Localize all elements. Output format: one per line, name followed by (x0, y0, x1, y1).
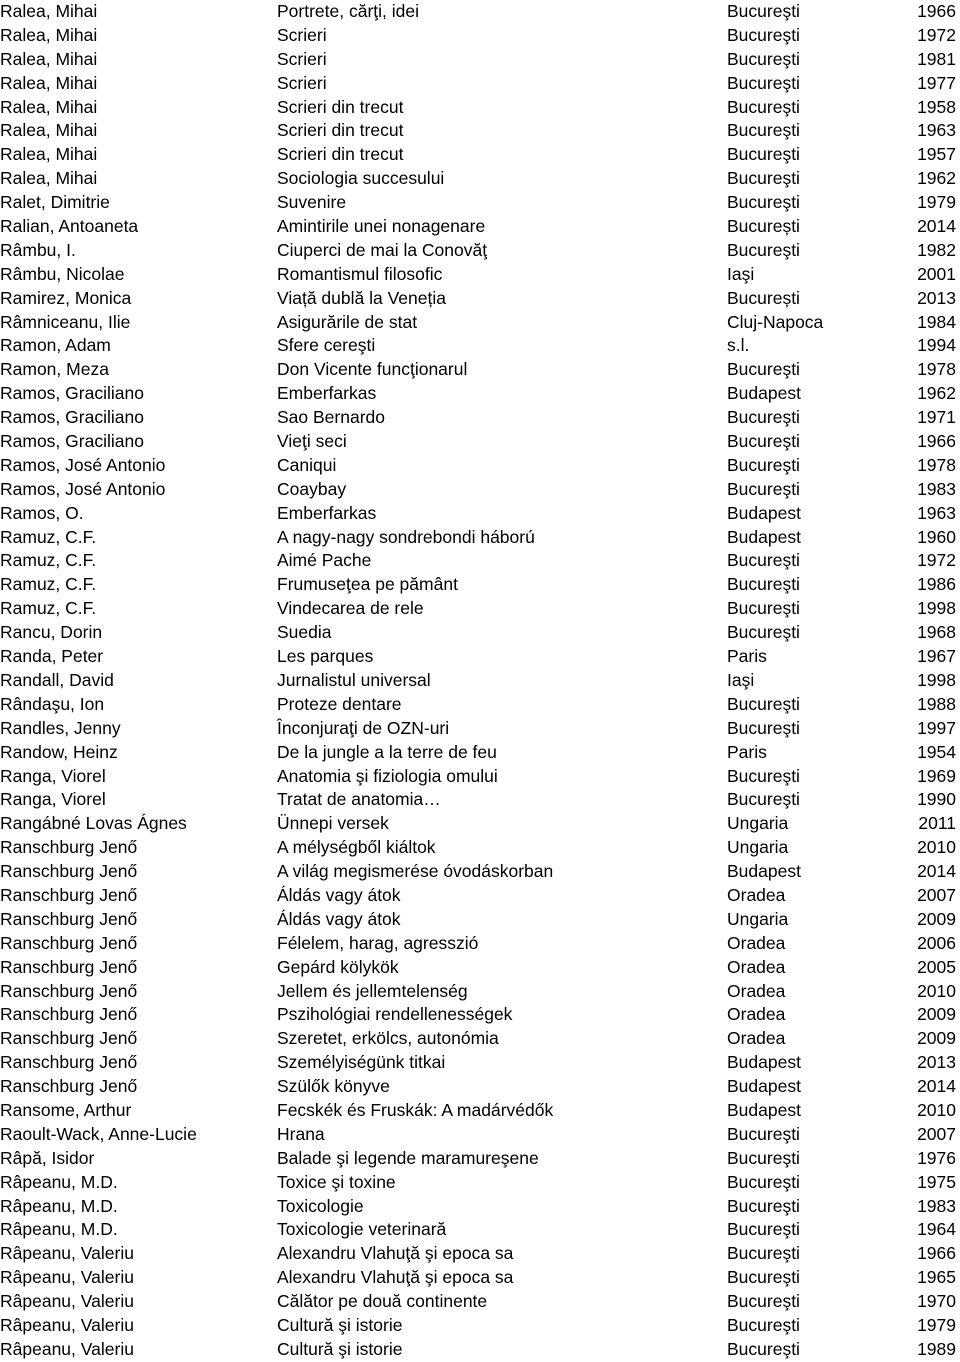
city-cell: Oradea (727, 884, 786, 905)
year-cell: 1979 (917, 1314, 956, 1335)
city-cell: Bucureşti (727, 478, 800, 499)
title-cell: Toxicologie veterinară (277, 1219, 447, 1240)
year-cell: 1962 (917, 168, 956, 189)
catalog-row (0, 549, 960, 573)
author-cell: Râpeanu, Valeriu (0, 1243, 134, 1264)
catalog-row (0, 311, 960, 335)
catalog-row (0, 406, 960, 430)
city-cell: Bucureşti (727, 454, 800, 475)
catalog-row (0, 1171, 960, 1195)
catalog-row (0, 956, 960, 980)
year-cell: 2014 (917, 1076, 956, 1097)
city-cell: Budapest (727, 526, 801, 547)
title-cell: Frumuseţea pe pământ (277, 574, 458, 595)
year-cell: 1958 (917, 96, 956, 117)
catalog-row (0, 119, 960, 143)
catalog-row (0, 72, 960, 96)
year-cell: 1988 (917, 693, 956, 714)
title-cell: Szülők könyve (277, 1076, 390, 1097)
author-cell: Randles, Jenny (0, 717, 121, 738)
author-cell: Râpeanu, Valeriu (0, 1267, 134, 1288)
catalog-row (0, 191, 960, 215)
catalog-row (0, 24, 960, 48)
year-cell: 1960 (917, 526, 956, 547)
city-cell: s.l. (727, 335, 750, 356)
catalog-row (0, 884, 960, 908)
title-cell: Călător pe două continente (277, 1291, 488, 1312)
city-cell: Oradea (727, 932, 786, 953)
title-cell: Áldás vagy átok (277, 908, 401, 929)
year-cell: 2009 (917, 1004, 956, 1025)
year-cell: 1990 (917, 789, 956, 810)
author-cell: Ramuz, C.F. (0, 526, 97, 547)
title-cell: Alexandru Vlahuţă şi epoca sa (277, 1267, 514, 1288)
catalog-row (0, 287, 960, 311)
year-cell: 1971 (917, 407, 956, 428)
title-cell: Les parques (277, 646, 374, 667)
catalog-row (0, 1099, 960, 1123)
author-cell: Râpeanu, Valeriu (0, 1338, 134, 1359)
year-cell: 1963 (917, 502, 956, 523)
catalog-row (0, 1003, 960, 1027)
catalog-row (0, 454, 960, 478)
author-cell: Rândaşu, Ion (0, 693, 105, 714)
title-cell: Scrieri din trecut (277, 96, 404, 117)
author-cell: Râpeanu, M.D. (0, 1171, 118, 1192)
year-cell: 1972 (917, 24, 956, 45)
title-cell: Vindecarea de rele (277, 598, 424, 619)
year-cell: 1975 (917, 1171, 956, 1192)
city-cell: Bucureşti (727, 1314, 800, 1335)
catalog-row (0, 765, 960, 789)
year-cell: 1994 (917, 335, 956, 356)
author-cell: Randall, David (0, 669, 114, 690)
year-cell: 1983 (917, 478, 956, 499)
catalog-row (0, 215, 960, 239)
year-cell: 1977 (917, 72, 956, 93)
city-cell: Bucureşti (727, 717, 800, 738)
year-cell: 1962 (917, 383, 956, 404)
city-cell: Bucureşti (727, 1147, 800, 1168)
catalog-row (0, 980, 960, 1004)
catalog-row (0, 502, 960, 526)
catalog-row (0, 382, 960, 406)
catalog-row (0, 1195, 960, 1219)
city-cell: Oradea (727, 956, 786, 977)
author-cell: Raoult-Wack, Anne-Lucie (0, 1123, 197, 1144)
title-cell: Aimé Pache (277, 550, 372, 571)
year-cell: 2013 (917, 287, 956, 308)
author-cell: Ramirez, Monica (0, 287, 132, 308)
author-cell: Ralea, Mihai (0, 24, 98, 45)
year-cell: 1972 (917, 550, 956, 571)
author-cell: Rancu, Dorin (0, 622, 103, 643)
year-cell: 1965 (917, 1267, 956, 1288)
catalog-row (0, 334, 960, 358)
author-cell: Ramos, Graciliano (0, 407, 144, 428)
year-cell: 1954 (917, 741, 956, 762)
city-cell: Budapest (727, 502, 801, 523)
year-cell: 2007 (917, 884, 956, 905)
title-cell: Pszihológiai rendellenességek (277, 1004, 513, 1025)
author-cell: Ralian, Antoaneta (0, 216, 139, 237)
city-cell: Budapest (727, 861, 801, 882)
year-cell: 1981 (917, 48, 956, 69)
year-cell: 2007 (917, 1123, 956, 1144)
city-cell: Bucureşti (727, 1243, 800, 1264)
author-cell: Râpeanu, M.D. (0, 1219, 118, 1240)
title-cell: Tratat de anatomia… (277, 789, 441, 810)
author-cell: Randa, Peter (0, 646, 104, 667)
city-cell: Bucureşti (727, 1171, 800, 1192)
year-cell: 2005 (917, 956, 956, 977)
author-cell: Ramos, Graciliano (0, 383, 144, 404)
title-cell: A világ megismerése óvodáskorban (277, 861, 554, 882)
author-cell: Rangábné Lovas Ágnes (0, 813, 187, 834)
city-cell: Bucureşti (727, 1267, 800, 1288)
year-cell: 1982 (917, 239, 956, 260)
year-cell: 1998 (917, 669, 956, 690)
title-cell: Toxice şi toxine (277, 1171, 396, 1192)
catalog-row (0, 1027, 960, 1051)
year-cell: 1957 (917, 144, 956, 165)
author-cell: Ramon, Meza (0, 359, 109, 380)
catalog-row (0, 1314, 960, 1338)
city-cell: Oradea (727, 1028, 786, 1049)
title-cell: Hrana (277, 1123, 325, 1144)
year-cell: 1986 (917, 574, 956, 595)
catalog-row (0, 741, 960, 765)
catalog-row (0, 1147, 960, 1171)
title-cell: A mélységből kiáltok (277, 837, 436, 858)
catalog-row (0, 573, 960, 597)
author-cell: Râpeanu, Valeriu (0, 1291, 134, 1312)
catalog-row (0, 908, 960, 932)
year-cell: 2010 (917, 980, 956, 1001)
author-cell: Ralea, Mihai (0, 144, 98, 165)
catalog-row (0, 597, 960, 621)
author-cell: Râmbu, Nicolae (0, 263, 125, 284)
catalog-row (0, 167, 960, 191)
city-cell: București (727, 216, 800, 237)
city-cell: Bucureşti (727, 765, 800, 786)
city-cell: Bucureşti (727, 1, 800, 21)
year-cell: 1989 (917, 1338, 956, 1359)
city-cell: Budapest (727, 383, 801, 404)
catalog-row (0, 143, 960, 167)
catalog-row (0, 1266, 960, 1290)
city-cell: Bucureşti (727, 359, 800, 380)
author-cell: Ranschburg Jenő (0, 1076, 138, 1097)
author-cell: Ralea, Mihai (0, 96, 98, 117)
catalog-row (0, 1242, 960, 1266)
title-cell: Scrieri (277, 48, 327, 69)
year-cell: 1997 (917, 717, 956, 738)
city-cell: Bucureşti (727, 1338, 800, 1359)
author-cell: Ralet, Dimitrie (0, 192, 110, 213)
author-cell: Ranschburg Jenő (0, 956, 138, 977)
city-cell: Iaşi (727, 263, 755, 284)
author-cell: Ranschburg Jenő (0, 980, 138, 1001)
title-cell: Sfere cereşti (277, 335, 376, 356)
title-cell: Személyiségünk titkai (277, 1052, 446, 1073)
city-cell: Ungaria (727, 908, 789, 929)
year-cell: 2011 (918, 813, 956, 834)
catalog-row (0, 1290, 960, 1314)
author-cell: Ranschburg Jenő (0, 932, 138, 953)
title-cell: Romantismul filosofic (277, 263, 443, 284)
city-cell: Iaşi (727, 669, 755, 690)
title-cell: Scrieri din trecut (277, 120, 404, 141)
city-cell: Bucureşti (727, 1291, 800, 1312)
author-cell: Ramos, Graciliano (0, 431, 144, 452)
year-cell: 1969 (917, 765, 956, 786)
title-cell: Jellem és jellemtelenség (277, 980, 468, 1001)
title-cell: Áldás vagy átok (277, 884, 401, 905)
title-cell: Emberfarkas (277, 502, 377, 523)
year-cell: 1968 (917, 622, 956, 643)
year-cell: 1978 (917, 454, 956, 475)
title-cell: Scrieri (277, 72, 327, 93)
title-cell: Suedia (277, 622, 332, 643)
title-cell: Jurnalistul universal (277, 669, 431, 690)
title-cell: Ciuperci de mai la Conovăţ (277, 239, 488, 260)
catalog-row (0, 1218, 960, 1242)
city-cell: Bucureşti (727, 144, 800, 165)
author-cell: Ransome, Arthur (0, 1099, 132, 1120)
title-cell: A nagy-nagy sondrebondi háború (277, 526, 535, 547)
year-cell: 2009 (917, 908, 956, 929)
city-cell: Bucureşti (727, 622, 800, 643)
year-cell: 2014 (917, 861, 956, 882)
author-cell: Randow, Heinz (0, 741, 118, 762)
catalog-row (0, 1338, 960, 1362)
author-cell: Râpă, Isidor (0, 1147, 95, 1168)
year-cell: 2006 (917, 932, 956, 953)
city-cell: Bucureşti (727, 239, 800, 260)
city-cell: Bucureşti (727, 1123, 800, 1144)
catalog-row (0, 812, 960, 836)
year-cell: 1979 (917, 192, 956, 213)
title-cell: Coaybay (277, 478, 347, 499)
title-cell: Szeretet, erkölcs, autonómia (277, 1028, 499, 1049)
author-cell: Ranga, Viorel (0, 765, 106, 786)
city-cell: Bucureşti (727, 168, 800, 189)
year-cell: 1984 (917, 311, 956, 332)
catalog-row (0, 0, 960, 24)
catalog-row (0, 1051, 960, 1075)
city-cell: Bucureşti (727, 192, 800, 213)
year-cell: 2014 (917, 216, 956, 237)
city-cell: Budapest (727, 1052, 801, 1073)
city-cell: Bucureşti (727, 431, 800, 452)
author-cell: Ralea, Mihai (0, 48, 98, 69)
city-cell: Bucureşti (727, 1195, 800, 1216)
year-cell: 2010 (917, 1099, 956, 1120)
author-cell: Ranschburg Jenő (0, 884, 138, 905)
title-cell: Vieţi seci (277, 431, 347, 452)
title-cell: Scrieri din trecut (277, 144, 404, 165)
city-cell: Ungaria (727, 813, 789, 834)
title-cell: Anatomia şi fiziologia omului (277, 765, 498, 786)
title-cell: Caniqui (277, 454, 337, 475)
year-cell: 1964 (917, 1219, 956, 1240)
catalog-row (0, 263, 960, 287)
title-cell: Gepárd kölykök (277, 956, 399, 977)
title-cell: Sociologia succesului (277, 168, 445, 189)
author-cell: Râmniceanu, Ilie (0, 311, 131, 332)
catalog-row (0, 932, 960, 956)
catalog-row (0, 836, 960, 860)
year-cell: 1963 (917, 120, 956, 141)
city-cell: Bucureşti (727, 574, 800, 595)
author-cell: Ranschburg Jenő (0, 1052, 138, 1073)
title-cell: Fecskék és Fruskák: A madárvédők (277, 1099, 554, 1120)
author-cell: Ranschburg Jenő (0, 1004, 138, 1025)
city-cell: Bucureşti (727, 1219, 800, 1240)
title-cell: Proteze dentare (277, 693, 402, 714)
city-cell: Bucureşti (727, 48, 800, 69)
catalog-row (0, 717, 960, 741)
year-cell: 1967 (917, 646, 956, 667)
city-cell: Ungaria (727, 837, 789, 858)
author-cell: Ramuz, C.F. (0, 550, 97, 571)
author-cell: Ranschburg Jenő (0, 1028, 138, 1049)
catalog-row (0, 478, 960, 502)
year-cell: 1978 (917, 359, 956, 380)
title-cell: De la jungle a la terre de feu (277, 741, 497, 762)
title-cell: Portrete, cărţi, idei (277, 1, 419, 21)
author-cell: Râpeanu, M.D. (0, 1195, 118, 1216)
year-cell: 1970 (917, 1291, 956, 1312)
year-cell: 2009 (917, 1028, 956, 1049)
city-cell: București (727, 287, 800, 308)
title-cell: Don Vicente funcţionarul (277, 359, 468, 380)
year-cell: 1966 (917, 1, 956, 21)
city-cell: Bucureşti (727, 693, 800, 714)
year-cell: 2010 (917, 837, 956, 858)
catalog-row (0, 1123, 960, 1147)
year-cell: 1966 (917, 1243, 956, 1264)
catalog-row (0, 526, 960, 550)
catalog-row (0, 860, 960, 884)
year-cell: 2001 (917, 263, 956, 284)
catalog-row (0, 430, 960, 454)
title-cell: Emberfarkas (277, 383, 377, 404)
city-cell: Bucureşti (727, 24, 800, 45)
title-cell: Înconjuraţi de OZN-uri (277, 717, 450, 738)
city-cell: Paris (727, 741, 767, 762)
city-cell: Bucureşti (727, 120, 800, 141)
catalog-row (0, 788, 960, 812)
city-cell: Bucureşti (727, 598, 800, 619)
year-cell: 1998 (917, 598, 956, 619)
city-cell: Oradea (727, 980, 786, 1001)
author-cell: Ralea, Mihai (0, 1, 98, 21)
author-cell: Râmbu, I. (0, 239, 76, 260)
title-cell: Balade şi legende maramureşene (277, 1147, 539, 1168)
author-cell: Ranschburg Jenő (0, 837, 138, 858)
year-cell: 1966 (917, 431, 956, 452)
catalog-row (0, 645, 960, 669)
city-cell: Bucureşti (727, 72, 800, 93)
catalog-row (0, 693, 960, 717)
city-cell: Oradea (727, 1004, 786, 1025)
author-cell: Ranschburg Jenő (0, 908, 138, 929)
city-cell: Paris (727, 646, 767, 667)
catalog-row (0, 48, 960, 72)
author-cell: Ranschburg Jenő (0, 861, 138, 882)
city-cell: Cluj-Napoca (727, 311, 824, 332)
author-cell: Ranga, Viorel (0, 789, 106, 810)
year-cell: 1976 (917, 1147, 956, 1168)
city-cell: Bucureşti (727, 789, 800, 810)
title-cell: Félelem, harag, agresszió (277, 932, 479, 953)
title-cell: Ünnepi versek (277, 813, 389, 834)
author-cell: Râpeanu, Valeriu (0, 1314, 134, 1335)
title-cell: Viață dublă la Veneția (277, 287, 446, 308)
city-cell: Bucureşti (727, 96, 800, 117)
author-cell: Ramos, José Antonio (0, 454, 166, 475)
title-cell: Sao Bernardo (277, 407, 385, 428)
author-cell: Ramuz, C.F. (0, 574, 97, 595)
city-cell: Budapest (727, 1076, 801, 1097)
author-cell: Ralea, Mihai (0, 120, 98, 141)
author-cell: Ralea, Mihai (0, 72, 98, 93)
author-cell: Ramos, O. (0, 502, 84, 523)
author-cell: Ramon, Adam (0, 335, 111, 356)
city-cell: Budapest (727, 1099, 801, 1120)
title-cell: Amintirile unei nonagenare (277, 216, 486, 237)
catalog-row (0, 1075, 960, 1099)
catalog-row (0, 239, 960, 263)
author-cell: Ralea, Mihai (0, 168, 98, 189)
city-cell: Bucureşti (727, 550, 800, 571)
title-cell: Cultură şi istorie (277, 1314, 403, 1335)
author-cell: Ramuz, C.F. (0, 598, 97, 619)
title-cell: Scrieri (277, 24, 327, 45)
catalog-row (0, 96, 960, 120)
catalog-row (0, 358, 960, 382)
title-cell: Asigurările de stat (277, 311, 418, 332)
year-cell: 2013 (917, 1052, 956, 1073)
catalog-row (0, 669, 960, 693)
year-cell: 1983 (917, 1195, 956, 1216)
title-cell: Toxicologie (277, 1195, 364, 1216)
catalog-row (0, 621, 960, 645)
city-cell: Bucureşti (727, 407, 800, 428)
author-cell: Ramos, José Antonio (0, 478, 166, 499)
title-cell: Suvenire (277, 192, 347, 213)
title-cell: Alexandru Vlahuţă şi epoca sa (277, 1243, 514, 1264)
title-cell: Cultură şi istorie (277, 1338, 403, 1359)
